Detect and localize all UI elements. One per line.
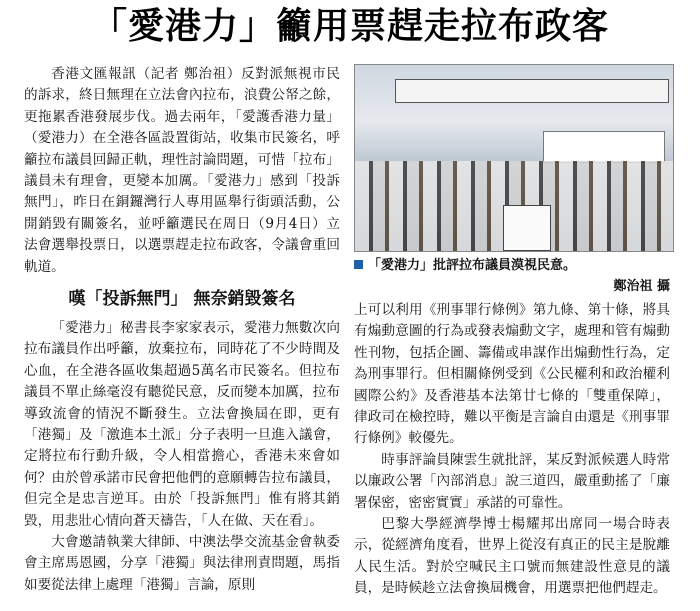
right-body-column (354, 300, 670, 600)
body-paragraph: 時事評論員陳雲生就批評，某反對派候選人時常以廉政公署「內部消息」說三道四，嚴重動搖了「廉署保密，密密實實」承諾的可靠性。 (354, 451, 670, 511)
left-body-column (24, 318, 340, 596)
headline: 「愛港力」籲用票趕走拉布政客 (90, 6, 609, 47)
caption-text: 「愛港力」批評拉布議員漠視民意。 (368, 258, 577, 273)
body-paragraph: 「愛港力」秘書長李家家表示，愛港力無數次向拉布議員作出呼籲，放棄拉布，同時花了不少時間及心血，在全港各區收集超過5萬名市民簽名。但拉布議員不單止絲毫沒有聽從民意，反而變本加厲，拉布導致流會的情況不斷發生。立法會換屆在即，更有「港獨」及「激進本土派」分子表明一旦進入議會，定將拉布行動升級，令人相當擔心，香港未來會如何？由於曾承諾市民會把他們的意願轉告拉布議員，但完全是忠言逆耳。由於「投訴無門」惟有將其銷毀，用悲壯心情向蒼天禱告，「人在做、天在看」。 (24, 320, 340, 529)
photo-banner (395, 79, 669, 103)
news-photo (354, 64, 674, 252)
caption-square-icon (354, 260, 363, 269)
body-paragraph: 巴黎大學經濟學博士楊耀邦出席同一場合時表示，從經濟角度看，世界上從沒有真正的民主是脫離人民生活。對於空喊民主口號而無建設性意見的議員，是時候趁立法會換屆機會，用選票把他們趕走。 (354, 516, 670, 597)
body-paragraph: 上可以利用《刑事罪行條例》第九條、第十條，將具有煽動意圖的行為或發表煽動文字，處理和管有煽動性刊物，包括企圖、籌備或串謀作出煽動性行為，定為刑事罪行。但相關條例受到《公民權利和政治權利國際公約》及香港基本法第廿七條的「雙重保障」，律政司在檢控時，難以平衡是言論自由還是《刑事罪行條例》較優先。 (354, 302, 670, 447)
body-paragraph: 大會邀請執業大律師、中澳法學交流基金會執委會主席馬恩國，分享「港獨」與法律刑責問題，馬指如要從法律上處理「港獨」言論，原則 (24, 534, 340, 593)
photo-credit: 鄭治祖 攝 (613, 279, 670, 294)
photo-caption (354, 256, 672, 276)
lead-paragraph-column (24, 64, 340, 278)
lead-paragraph: 香港文匯報訊（記者 鄭治祖）反對派無視市民的訴求，終日無理在立法會內拉布，浪費公帑之餘，更拖累香港發展步伐。過去兩年，「愛護香港力量」（愛港力）在全港各區設置街站，收集市民簽名，呼籲拉布議員回歸正軌，理性討論問題，可惜「拉布」議員未有理會，更變本加厲。「愛港力」感到「投訴無門」，昨日在銅鑼灣行人專用區舉行街頭活動，公開銷毀有關簽名，並呼籲選民在周日（9月4日）立法會選舉投票日，以選票趕走拉布政客，令議會重回軌道。 (24, 66, 340, 275)
photo-placard (543, 131, 665, 163)
subheading: 嘆「投訴無門」 無奈銷毀簽名 (68, 289, 296, 309)
photo-sign (503, 205, 551, 251)
